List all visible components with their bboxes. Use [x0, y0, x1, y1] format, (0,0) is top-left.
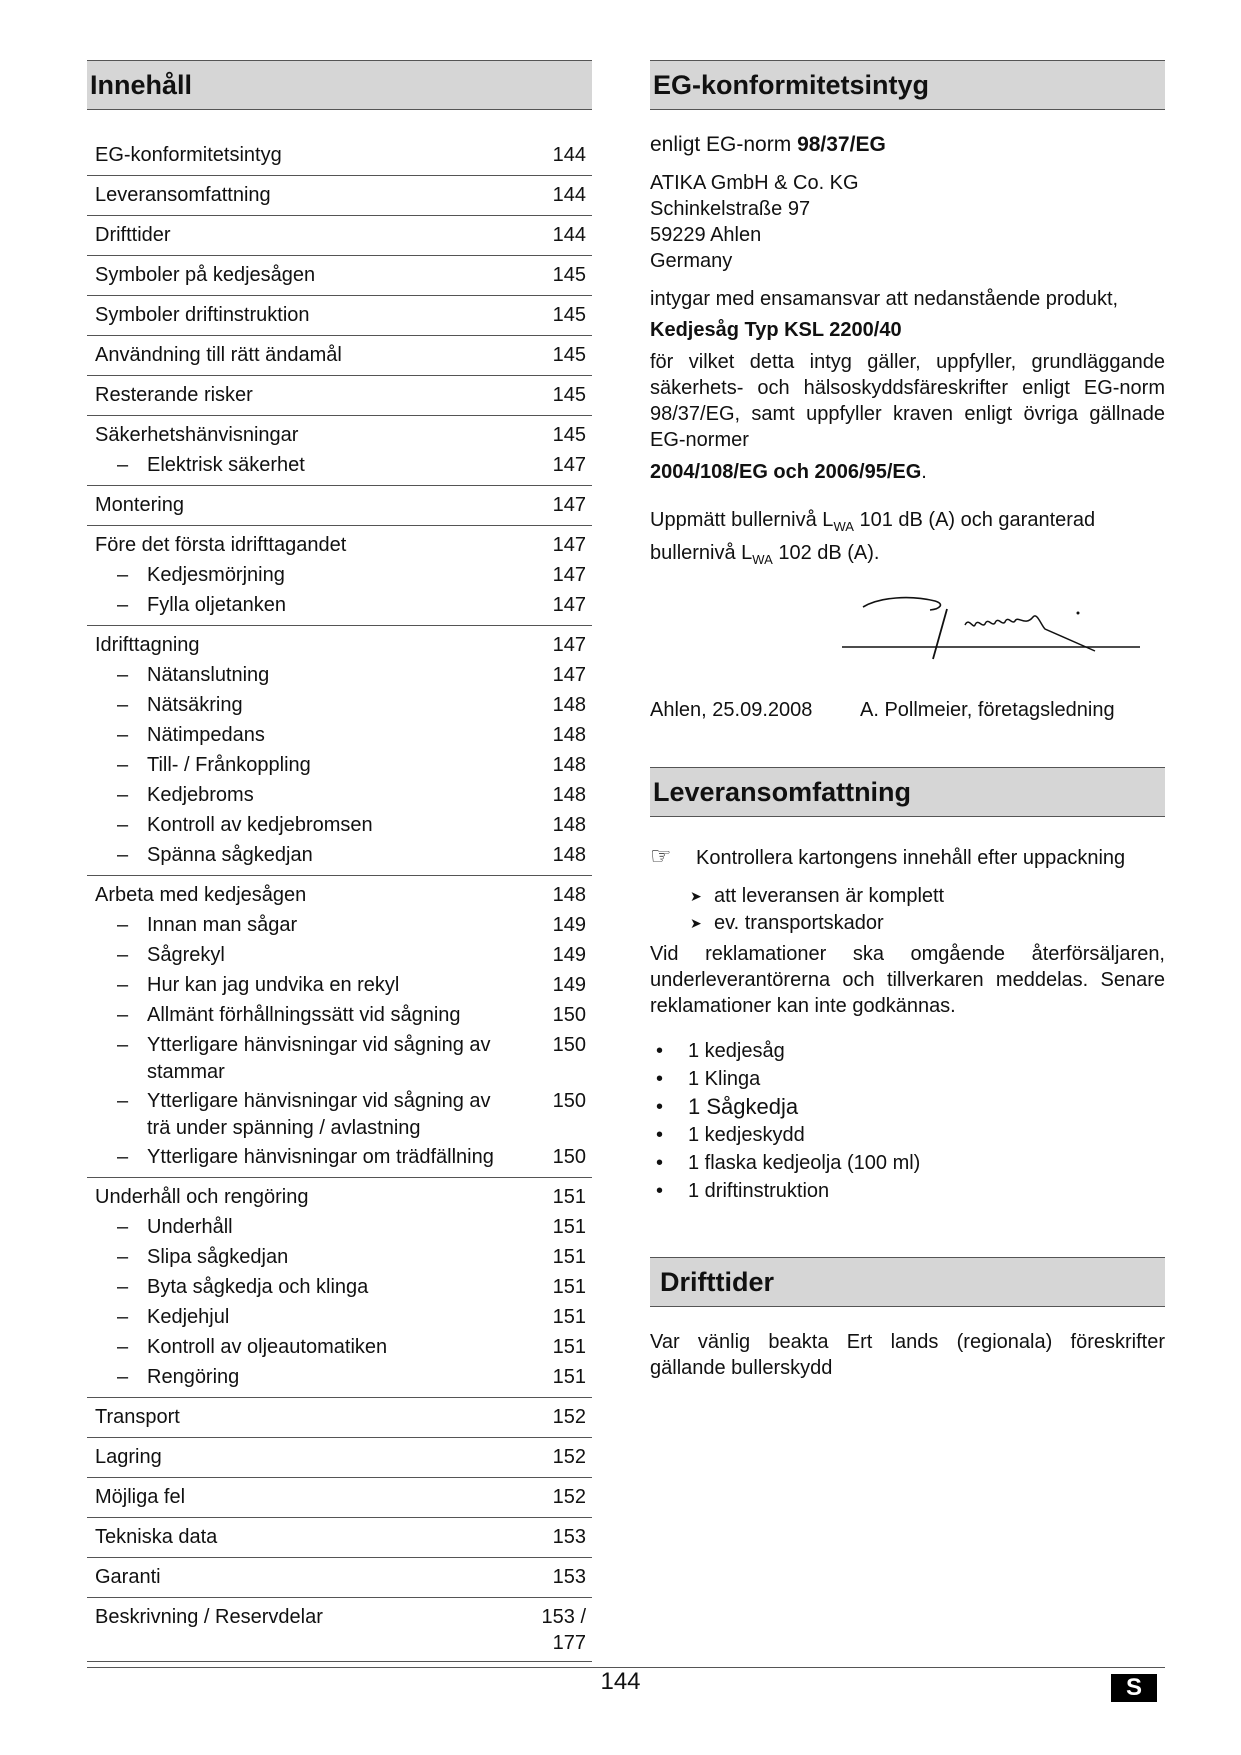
dash-icon: –	[117, 594, 129, 616]
check-list	[690, 883, 1165, 937]
dash-icon: –	[117, 944, 129, 966]
toc-entry-title: Kedjesmörjning	[147, 564, 285, 586]
toc-entry	[87, 140, 592, 170]
toc-entry-page: 144	[552, 224, 586, 246]
list-item: • 1 flaska kedjeolja (100 ml)	[650, 1149, 1165, 1177]
toc-entry-title: Innan man sågar	[147, 914, 298, 936]
toc-entry-title: EG-konformitetsintyg	[95, 144, 282, 166]
toc-subentry	[87, 840, 592, 870]
address-line: Schinkelstraße 97	[650, 198, 811, 220]
toc-entry-page: 144	[552, 184, 586, 206]
dash-icon: –	[117, 814, 129, 836]
toc-subentry	[87, 450, 592, 480]
toc-group	[87, 486, 592, 526]
dash-icon: –	[117, 1090, 129, 1112]
toc-entry-title: Beskrivning / Reservdelar	[95, 1606, 323, 1628]
dash-icon: –	[117, 784, 129, 806]
toc-entry-page: 144	[552, 144, 586, 166]
dash-icon: –	[117, 1146, 129, 1168]
toc-entry-title: Lagring	[95, 1446, 162, 1468]
operating-heading: Drifttider	[650, 1257, 1165, 1307]
toc-entry-title: Arbeta med kedjesågen	[95, 884, 307, 906]
dash-icon: –	[117, 694, 129, 716]
toc-entry	[87, 340, 592, 370]
toc-entry-page: 152	[552, 1446, 586, 1468]
bullet-icon: •	[656, 1068, 664, 1090]
toc-entry-page: 149	[552, 974, 586, 996]
toc-entry-title: Ytterligare hänvisningar om trädfällning	[147, 1146, 494, 1168]
toc-entry-title: Hur kan jag undvika en rekyl	[147, 974, 400, 996]
toc-entry-title: Kedjebroms	[147, 784, 254, 806]
toc-entry	[87, 1442, 592, 1472]
eg-product: Kedjesåg Typ KSL 2200/40	[650, 319, 902, 341]
toc-entry-page: 150	[552, 1034, 586, 1056]
toc-entry-title: Garanti	[95, 1566, 161, 1588]
toc-entry	[87, 880, 592, 910]
toc-subentry	[87, 1272, 592, 1302]
toc-column	[87, 60, 592, 1662]
toc-entry-title: Spänna sågkedjan	[147, 844, 313, 866]
toc-entry-title: Leveransomfattning	[95, 184, 271, 206]
address-line: ATIKA GmbH & Co. KG	[650, 172, 859, 194]
toc-list	[87, 136, 592, 1662]
toc-group	[87, 1478, 592, 1518]
toc-entry-title: Symboler driftinstruktion	[95, 304, 310, 326]
toc-entry-title: Idrifttagning	[95, 634, 200, 656]
toc-entry-title: Underhåll	[147, 1216, 233, 1238]
toc-subentry	[87, 810, 592, 840]
toc-entry-title: Transport	[95, 1406, 180, 1428]
toc-group	[87, 376, 592, 416]
toc-subentry	[87, 1362, 592, 1392]
bullet-icon: •	[656, 1152, 664, 1174]
dash-icon: –	[117, 1034, 129, 1056]
sign-date: Ahlen, 25.09.2008	[650, 699, 813, 721]
bullet-icon: •	[656, 1096, 664, 1118]
toc-entry-title: Montering	[95, 494, 184, 516]
toc-subentry	[87, 970, 592, 1000]
toc-group	[87, 1518, 592, 1558]
dash-icon: –	[117, 454, 129, 476]
toc-entry-title: Kontroll av oljeautomatiken	[147, 1336, 388, 1358]
toc-entry	[87, 220, 592, 250]
toc-entry-page: 153	[552, 1526, 586, 1548]
toc-subentry	[87, 940, 592, 970]
toc-entry-title: Till- / Frånkoppling	[147, 754, 311, 776]
language-badge: S	[1111, 1674, 1157, 1702]
toc-entry-title: Nätimpedans	[147, 724, 265, 746]
complaint-text: Vid reklamationer ska omgående återförsäljaren, underleverantörerna och tillverkaren meddelas. Senare reklamationer kan inte godkännas.	[650, 943, 1165, 1017]
eg-norms: 2004/108/EG och 2006/95/EG.	[650, 461, 927, 483]
address-line: 59229 Ahlen	[650, 224, 762, 246]
toc-entry-title: Ytterligare hänvisningar vid sågning av trä under spänning / avlastning	[147, 1090, 491, 1139]
noise-level: Uppmätt bullernivå $L_{WA}$ 101 dB (A) och garanterad bullernivå $L_{WA}$ 102 dB (A).	[650, 509, 1096, 567]
toc-entry-title: Byta sågkedja och klinga	[147, 1276, 369, 1298]
toc-entry-page: 147	[552, 494, 586, 516]
toc-entry-title: Rengöring	[147, 1366, 240, 1388]
eg-norm: enligt EG-norm 98/37/EG	[650, 133, 886, 156]
toc-group	[87, 1178, 592, 1398]
bullet-icon: •	[656, 1040, 664, 1062]
dash-icon: –	[117, 1216, 129, 1238]
toc-entry	[87, 530, 592, 560]
toc-entry-title: Slipa sågkedjan	[147, 1246, 289, 1268]
toc-entry-page: 145	[552, 424, 586, 446]
toc-entry-title: Möjliga fel	[95, 1486, 186, 1508]
toc-entry-page: 153	[552, 1566, 586, 1588]
dash-icon: –	[117, 754, 129, 776]
toc-subentry	[87, 780, 592, 810]
toc-subentry	[87, 1242, 592, 1272]
toc-entry-page: 147	[552, 534, 586, 556]
toc-entry	[87, 1182, 592, 1212]
toc-entry-page: 151	[552, 1216, 586, 1238]
toc-entry-page: 147	[552, 634, 586, 656]
toc-entry-page: 150	[552, 1004, 586, 1026]
toc-subentry	[87, 690, 592, 720]
dash-icon: –	[117, 564, 129, 586]
toc-entry-page: 151	[552, 1186, 586, 1208]
list-item: • 1 Klinga	[650, 1065, 1165, 1093]
toc-entry	[87, 1562, 592, 1592]
dash-icon: –	[117, 1366, 129, 1388]
toc-subentry	[87, 1332, 592, 1362]
toc-group	[87, 256, 592, 296]
operating-text: Var vänlig beakta Ert lands (regionala) föreskrifter gällande bullerskydd	[650, 1331, 1165, 1379]
dash-icon: –	[117, 1246, 129, 1268]
list-item: • 1 driftinstruktion	[650, 1177, 1165, 1205]
toc-group	[87, 296, 592, 336]
check-item: ➤ att leveransen är komplett	[690, 883, 1165, 910]
eg-heading: EG-konformitetsintyg	[650, 60, 1165, 110]
toc-group	[87, 336, 592, 376]
arrow-icon: ➤	[690, 888, 702, 904]
toc-entry-page: 148	[552, 754, 586, 776]
toc-group	[87, 176, 592, 216]
toc-subentry	[87, 1212, 592, 1242]
toc-entry-page: 151	[552, 1366, 586, 1388]
toc-subentry	[87, 750, 592, 780]
toc-group	[87, 876, 592, 1178]
toc-subentry	[87, 1086, 592, 1142]
signer-name: A. Pollmeier, företagsledning	[860, 699, 1115, 721]
toc-entry-title: Sågrekyl	[147, 944, 225, 966]
toc-subentry	[87, 560, 592, 590]
dash-icon: –	[117, 1306, 129, 1328]
toc-subentry	[87, 1142, 592, 1172]
toc-subentry	[87, 1000, 592, 1030]
toc-entry-title: Fylla oljetanken	[147, 594, 286, 616]
address-line: Germany	[650, 250, 733, 272]
pointing-hand-icon: ☞	[650, 843, 672, 870]
toc-subentry	[87, 1030, 592, 1086]
toc-group	[87, 1598, 592, 1662]
toc-entry-title: Kedjehjul	[147, 1306, 230, 1328]
bullet-icon: •	[656, 1180, 664, 1202]
toc-entry-page: 148	[552, 884, 586, 906]
toc-entry-page: 145	[552, 304, 586, 326]
dash-icon: –	[117, 664, 129, 686]
toc-entry	[87, 1402, 592, 1432]
toc-entry-title: Drifttider	[95, 224, 171, 246]
toc-entry-page: 148	[552, 844, 586, 866]
list-item: • 1 kedjesåg	[650, 1037, 1165, 1065]
toc-entry-title: Resterande risker	[95, 384, 253, 406]
toc-group	[87, 626, 592, 876]
toc-entry-page: 147	[552, 564, 586, 586]
toc-entry-page: 147	[552, 664, 586, 686]
toc-entry-page: 150	[552, 1146, 586, 1168]
toc-entry-page: 151	[552, 1306, 586, 1328]
toc-entry-page: 151	[552, 1336, 586, 1358]
toc-entry-title: Tekniska data	[95, 1526, 218, 1548]
list-item: • 1 kedjeskydd	[650, 1121, 1165, 1149]
toc-group	[87, 1398, 592, 1438]
check-note: ☞ Kontrollera kartongens innehåll efter uppackning	[650, 843, 1126, 870]
toc-entry-page: 148	[552, 784, 586, 806]
toc-entry-page: 150	[552, 1090, 586, 1112]
toc-subentry	[87, 720, 592, 750]
dash-icon: –	[117, 1336, 129, 1358]
toc-entry-page: 145	[552, 264, 586, 286]
content-column	[650, 60, 1165, 1381]
dash-icon: –	[117, 844, 129, 866]
toc-entry	[87, 420, 592, 450]
toc-group	[87, 526, 592, 626]
toc-entry	[87, 380, 592, 410]
toc-entry-page: 151	[552, 1246, 586, 1268]
toc-entry-title: Säkerhetshänvisningar	[95, 424, 299, 446]
dash-icon: –	[117, 974, 129, 996]
toc-group	[87, 1558, 592, 1598]
toc-entry-page: 148	[552, 694, 586, 716]
toc-entry-title: Nätanslutning	[147, 664, 270, 686]
toc-entry-page: 148	[552, 814, 586, 836]
bullet-icon: •	[656, 1124, 664, 1146]
toc-entry	[87, 260, 592, 290]
toc-entry-page: 152	[552, 1486, 586, 1508]
toc-entry-page: 145	[552, 344, 586, 366]
toc-entry-title: Användning till rätt ändamål	[95, 344, 342, 366]
toc-entry-page: 147	[552, 454, 586, 476]
toc-entry	[87, 1522, 592, 1552]
toc-entry-title: Ytterligare hänvisningar vid sågning av stammar	[147, 1034, 491, 1083]
toc-entry-page: 147	[552, 594, 586, 616]
arrow-icon: ➤	[690, 915, 702, 931]
toc-entry-page: 149	[552, 914, 586, 936]
toc-entry-title: Kontroll av kedjebromsen	[147, 814, 373, 836]
toc-entry-page: 152	[552, 1406, 586, 1428]
toc-entry	[87, 180, 592, 210]
list-item: • 1 Sågkedja	[650, 1093, 1165, 1121]
toc-entry	[87, 630, 592, 660]
toc-subentry	[87, 910, 592, 940]
eg-intro: intygar med ensamansvar att nedanstående produkt,	[650, 288, 1119, 310]
signature-line	[650, 697, 1165, 723]
toc-entry-page: 145	[552, 384, 586, 406]
dash-icon: –	[117, 724, 129, 746]
eg-body: för vilket detta intyg gäller, uppfyller, grundläggande säkerhets- och hälsoskyddsfäreskrifter enligt EG-norm 98/37/EG, samt uppfyller kraven enligt övriga gällnade EG-normer	[650, 351, 1165, 451]
toc-entry-title: Allmänt förhållningssätt vid sågning	[147, 1004, 461, 1026]
toc-group	[87, 136, 592, 176]
toc-subentry	[87, 1302, 592, 1332]
toc-entry-title: Före det första idrifttagandet	[95, 534, 347, 556]
toc-entry-page: 148	[552, 724, 586, 746]
toc-entry-title: Underhåll och rengöring	[95, 1186, 309, 1208]
toc-entry-title: Symboler på kedjesågen	[95, 264, 316, 286]
toc-subentry	[87, 660, 592, 690]
company-address	[650, 170, 1165, 274]
toc-subentry	[87, 590, 592, 620]
toc-entry	[87, 300, 592, 330]
toc-entry-title: Elektrisk säkerhet	[147, 454, 305, 476]
toc-entry-page: 153 / 177	[541, 1606, 586, 1654]
page-number: 144	[600, 1668, 641, 1695]
toc-entry	[87, 1482, 592, 1512]
dash-icon: –	[117, 914, 129, 936]
signature	[650, 587, 1165, 697]
toc-entry	[87, 1602, 592, 1656]
toc-group	[87, 216, 592, 256]
toc-group	[87, 1438, 592, 1478]
dash-icon: –	[117, 1004, 129, 1026]
toc-entry-page: 151	[552, 1276, 586, 1298]
check-item: ➤ ev. transportskador	[690, 910, 1165, 937]
delivery-heading: Leveransomfattning	[650, 767, 1165, 817]
dash-icon: –	[117, 1276, 129, 1298]
signature-icon	[830, 587, 1150, 667]
toc-entry	[87, 490, 592, 520]
delivery-items	[650, 1037, 1165, 1205]
toc-heading: Innehåll	[87, 60, 592, 110]
toc-entry-title: Nätsäkring	[147, 694, 243, 716]
toc-entry-page: 149	[552, 944, 586, 966]
toc-group	[87, 416, 592, 486]
